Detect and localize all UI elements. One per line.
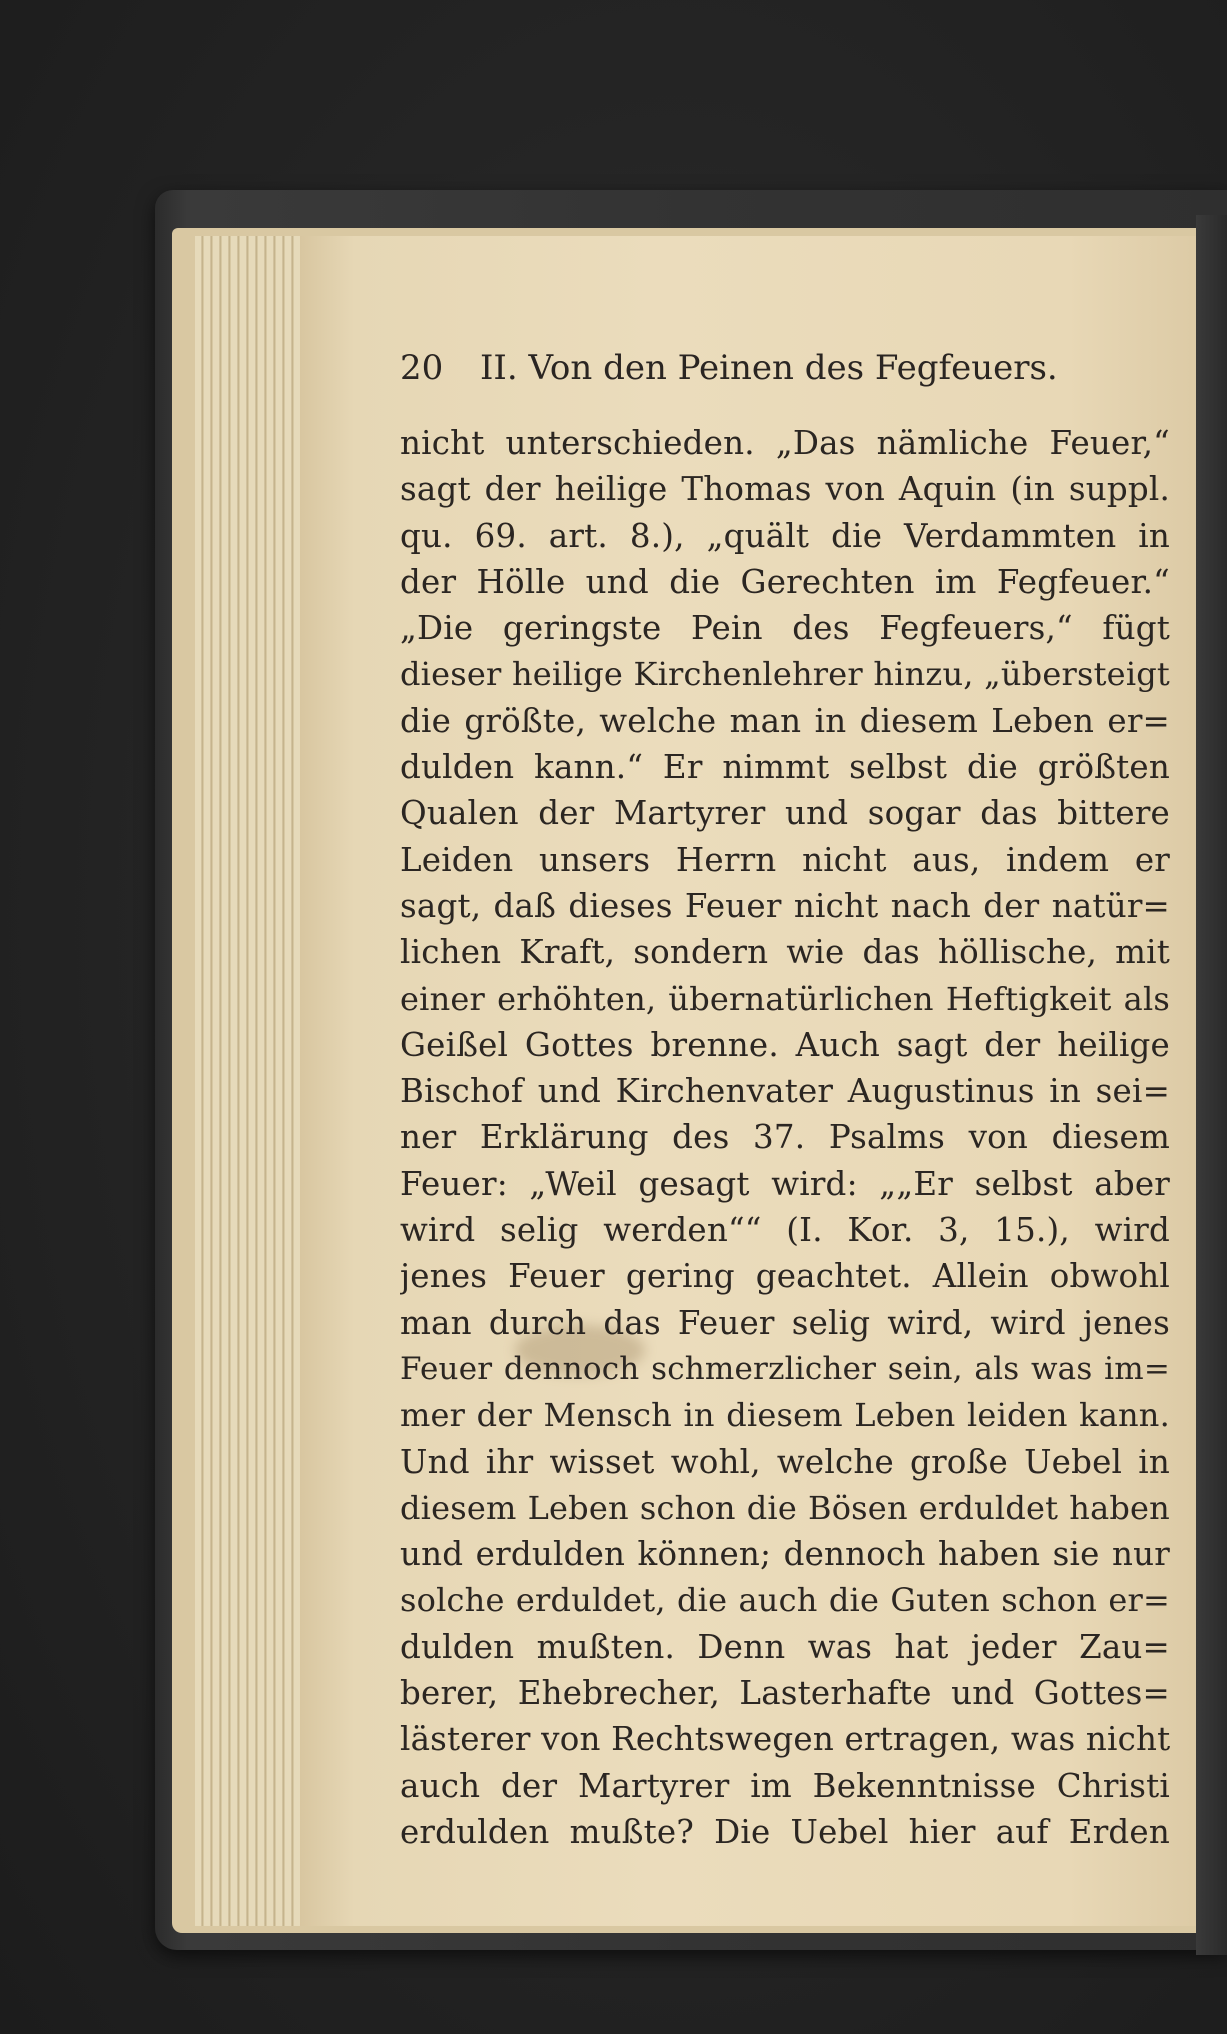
text-line: jenes Feuer gering geachtet. Allein obwohl: [400, 1257, 1170, 1296]
text-line: auch der Martyrer im Bekenntnisse Christi: [400, 1766, 1170, 1805]
page-edges: [195, 236, 305, 1926]
text-line: Bischof und Kirchenvater Augustinus in sei=: [400, 1072, 1170, 1111]
text-line: der Hölle und die Gerechten im Fegfeuer.“: [400, 562, 1170, 601]
text-line: Feuer: „Weil gesagt wird: „„Er selbst aber: [400, 1164, 1170, 1203]
text-line: die größte, welche man in diesem Leben er=: [400, 701, 1170, 740]
text-line: einer erhöhten, übernatürlichen Heftigkeit als: [400, 979, 1170, 1018]
text-line: dulden mußten. Denn was hat jeder Zau=: [400, 1627, 1170, 1666]
text-line: dulden kann.“ Er nimmt selbst die größten: [400, 748, 1170, 787]
text-line: ner Erklärung des 37. Psalms von diesem: [400, 1118, 1170, 1157]
text-line: man durch das Feuer selig wird, wird jenes: [400, 1303, 1170, 1342]
text-line: dieser heilige Kirchenlehrer hinzu, „übersteigt: [400, 655, 1170, 694]
cover-edge-right: [1196, 215, 1227, 1955]
text-line: berer, Ehebrecher, Lasterhafte und Gottes=: [400, 1674, 1170, 1713]
text-line: mer der Mensch in diesem Leben leiden kann.: [400, 1396, 1170, 1435]
text-line: sagt, daß dieses Feuer nicht nach der natür=: [400, 886, 1170, 925]
text-line: lichen Kraft, sondern wie das höllische, mit: [400, 933, 1170, 972]
running-title: II. Von den Peinen des Fegfeuers.: [480, 348, 1058, 388]
text-line: Qualen der Martyrer und sogar das bittere: [400, 794, 1170, 833]
text-line: Leiden unsers Herrn nicht aus, indem er: [400, 840, 1170, 879]
running-header: [400, 348, 1160, 398]
text-line: Und ihr wisset wohl, welche große Uebel in: [400, 1442, 1170, 1481]
body-text: [400, 420, 1170, 1855]
text-line: Geißel Gottes brenne. Auch sagt der heilige: [400, 1025, 1170, 1064]
text-line: lästerer von Rechtswegen ertragen, was nicht: [400, 1720, 1170, 1759]
text-line: „Die geringste Pein des Fegfeuers,“ fügt: [400, 609, 1170, 648]
text-line: qu. 69. art. 8.), „quält die Verdammten in: [400, 516, 1170, 555]
text-line: wird selig werden““ (I. Kor. 3, 15.), wird: [400, 1211, 1170, 1250]
text-line: solche erduldet, die auch die Guten schon er=: [400, 1581, 1170, 1620]
text-line: nicht unterschieden. „Das nämliche Feuer,“: [400, 424, 1170, 462]
text-line: sagt der heilige Thomas von Aquin (in suppl.: [400, 470, 1170, 509]
page-number: 20: [400, 348, 444, 388]
text-line: erdulden mußte? Die Uebel hier auf Erden: [400, 1812, 1170, 1851]
text-line: und erdulden können; dennoch haben sie nur: [400, 1535, 1170, 1574]
text-line: diesem Leben schon die Bösen erduldet haben: [400, 1488, 1170, 1527]
text-line: Feuer dennoch schmerzlicher sein, als was im=: [400, 1350, 1170, 1387]
